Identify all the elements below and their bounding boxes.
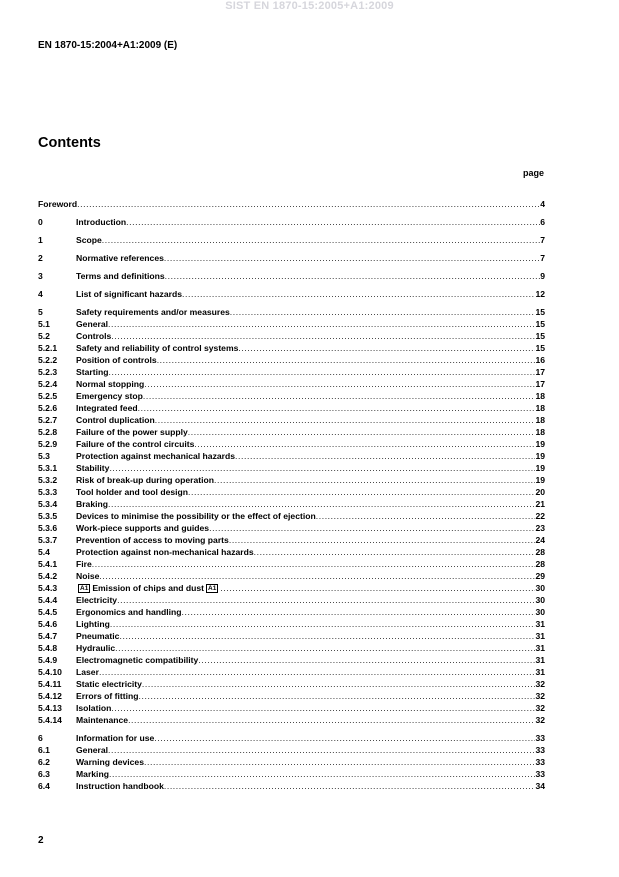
watermark: SIST EN 1870-15:2005+A1:2009 (225, 0, 394, 12)
toc-entry[interactable] (38, 486, 545, 498)
toc-entry[interactable] (38, 198, 545, 210)
toc-entry-title: Instruction handbook (76, 781, 164, 791)
toc-leader-dots (230, 306, 536, 318)
toc-leader-dots (155, 414, 536, 426)
toc-entry-page: 32 (535, 703, 545, 713)
toc-entry[interactable] (38, 450, 545, 462)
toc-entry-number: 5.3 (38, 451, 50, 461)
toc-entry[interactable] (38, 354, 545, 366)
toc-leader-dots (235, 450, 535, 462)
toc-entry-number: 5.2.5 (38, 391, 58, 401)
toc-entry[interactable] (38, 306, 545, 318)
toc-entry-title: Noise (76, 571, 100, 581)
toc-entry[interactable] (38, 690, 545, 702)
toc-entry-title: Control duplication (76, 415, 155, 425)
toc-entry-title: Safety requirements and/or measures (76, 307, 230, 317)
toc-entry-page: 31 (535, 655, 545, 665)
toc-leader-dots (254, 546, 536, 558)
toc-entry-title: Hydraulic (76, 643, 116, 653)
toc-entry[interactable] (38, 756, 545, 768)
toc-entry-page: 33 (535, 745, 545, 755)
toc-entry-number: 5.4.9 (38, 655, 58, 665)
toc-entry-number: 5.4.13 (38, 703, 62, 713)
toc-entry-number: 5.4.12 (38, 691, 62, 701)
toc-entry-title: Isolation (76, 703, 112, 713)
toc-leader-dots (164, 780, 536, 792)
toc-entry-title: Errors of fitting (76, 691, 139, 701)
toc-leader-dots (110, 618, 536, 630)
toc-entry[interactable] (38, 288, 545, 300)
toc-entry-title: Emergency stop (76, 391, 143, 401)
toc-leader-dots (92, 558, 536, 570)
table-of-contents (38, 198, 545, 792)
toc-entry-page: 18 (535, 415, 545, 425)
toc-leader-dots (126, 216, 540, 228)
toc-entry[interactable] (38, 366, 545, 378)
toc-entry-title: Normative references (76, 253, 164, 263)
toc-entry-page: 31 (535, 619, 545, 629)
toc-leader-dots (109, 768, 535, 780)
toc-entry[interactable] (38, 252, 545, 264)
toc-entry-page: 33 (535, 769, 545, 779)
toc-entry-number: 4 (38, 289, 43, 299)
toc-entry-page: 7 (540, 235, 545, 245)
toc-entry[interactable] (38, 474, 545, 486)
toc-entry[interactable] (38, 234, 545, 246)
footer-page-number: 2 (38, 835, 44, 846)
toc-entry-number: 5.2.3 (38, 367, 58, 377)
toc-entry[interactable] (38, 522, 545, 534)
toc-leader-dots (142, 678, 536, 690)
toc-entry-number: 5.1 (38, 319, 50, 329)
toc-leader-dots (165, 270, 541, 282)
toc-entry[interactable] (38, 594, 545, 606)
toc-entry-title: Scope (76, 235, 102, 245)
toc-entry-title: Information for use (76, 733, 155, 743)
toc-entry-number: 5.2.6 (38, 403, 58, 413)
toc-leader-dots (77, 198, 540, 210)
toc-entry-page: 30 (535, 607, 545, 617)
toc-entry-page: 15 (535, 331, 545, 341)
toc-entry-title: Electromagnetic compatibility (76, 655, 199, 665)
toc-entry-number: 5.2.1 (38, 343, 58, 353)
toc-entry[interactable] (38, 582, 545, 594)
toc-leader-dots (198, 654, 535, 666)
toc-entry-title: Lighting (76, 619, 110, 629)
toc-entry-page: 32 (535, 691, 545, 701)
toc-entry-title: Controls (76, 331, 112, 341)
toc-entry-number: 6.2 (38, 757, 50, 767)
toc-entry-page: 28 (535, 559, 545, 569)
toc-entry-title: Devices to minimise the possibility or the effect of ejection (76, 511, 316, 521)
toc-entry-number: 5.4 (38, 547, 50, 557)
toc-entry-title: List of significant hazards (76, 289, 183, 299)
toc-entry-number: 5.2.9 (38, 439, 58, 449)
toc-leader-dots (99, 666, 536, 678)
toc-entry-number: 5.4.14 (38, 715, 62, 725)
toc-entry-page: 16 (535, 355, 545, 365)
toc-leader-dots (182, 288, 535, 300)
toc-leader-dots (115, 642, 535, 654)
toc-entry[interactable] (38, 534, 545, 546)
toc-entry-number: 5.4.8 (38, 643, 58, 653)
toc-entry-page: 18 (535, 403, 545, 413)
toc-entry-number: 5.2.2 (38, 355, 58, 365)
toc-entry[interactable] (38, 318, 545, 330)
toc-entry-page: 21 (535, 499, 545, 509)
toc-entry-page: 28 (535, 547, 545, 557)
toc-leader-dots (99, 570, 535, 582)
toc-entry-title: Electricity (76, 595, 118, 605)
toc-entry-page: 15 (535, 319, 545, 329)
toc-entry-page: 17 (535, 379, 545, 389)
toc-entry-page: 7 (540, 253, 545, 263)
toc-entry[interactable] (38, 654, 545, 666)
toc-entry[interactable] (38, 666, 545, 678)
toc-entry-title: Terms and definitions (76, 271, 165, 281)
toc-entry-title: Tool holder and tool design (76, 487, 189, 497)
toc-leader-dots (316, 510, 536, 522)
toc-entry-title: Introduction (76, 217, 127, 227)
toc-entry-title: Ergonomics and handling (76, 607, 182, 617)
toc-leader-dots (119, 630, 535, 642)
toc-entry-number: 5.3.5 (38, 511, 58, 521)
toc-entry-page: 19 (535, 439, 545, 449)
toc-entry-title: Foreword (38, 199, 78, 209)
toc-entry-number: 5.3.3 (38, 487, 58, 497)
toc-entry-number: 5.4.1 (38, 559, 58, 569)
toc-entry-title: Work-piece supports and guides (76, 523, 210, 533)
toc-leader-dots (128, 714, 535, 726)
toc-entry[interactable] (38, 606, 545, 618)
toc-leader-dots (157, 354, 536, 366)
toc-entry-page: 34 (535, 781, 545, 791)
toc-entry-number: 6.4 (38, 781, 50, 791)
document-id: EN 1870-15:2004+A1:2009 (E) (38, 40, 178, 51)
toc-entry-title: General (76, 319, 109, 329)
toc-entry-number: 1 (38, 235, 43, 245)
toc-entry-page: 23 (535, 523, 545, 533)
toc-leader-dots (117, 594, 535, 606)
toc-entry-page: 31 (535, 667, 545, 677)
toc-entry-title: Normal stopping (76, 379, 145, 389)
toc-entry-page: 33 (535, 757, 545, 767)
toc-entry-page: 32 (535, 715, 545, 725)
toc-leader-dots (102, 234, 540, 246)
toc-entry[interactable] (38, 270, 545, 282)
toc-leader-dots (108, 498, 535, 510)
toc-leader-dots (229, 534, 536, 546)
toc-entry[interactable] (38, 390, 545, 402)
toc-leader-dots (209, 522, 535, 534)
toc-entry-number: 5 (38, 307, 43, 317)
toc-entry[interactable] (38, 630, 545, 642)
toc-leader-dots (238, 342, 535, 354)
toc-leader-dots (182, 606, 536, 618)
amendment-start-marker: A1 (80, 585, 89, 592)
toc-leader-dots (139, 690, 536, 702)
toc-leader-dots (188, 426, 536, 438)
toc-entry-page: 19 (535, 463, 545, 473)
toc-entry-title: Pneumatic (76, 631, 120, 641)
toc-entry-title: Marking (76, 769, 109, 779)
toc-entry-title: General (76, 745, 109, 755)
toc-entry-number: 6.1 (38, 745, 50, 755)
toc-entry-number: 0 (38, 217, 43, 227)
toc-entry-title: Failure of the control circuits (76, 439, 195, 449)
toc-leader-dots (144, 378, 535, 390)
toc-entry[interactable] (38, 510, 545, 522)
toc-entry[interactable] (38, 414, 545, 426)
toc-entry[interactable] (38, 678, 545, 690)
toc-entry-page: 32 (535, 679, 545, 689)
toc-entry[interactable] (38, 426, 545, 438)
toc-entry-title: Stability (76, 463, 110, 473)
toc-leader-dots (144, 756, 535, 768)
amendment-end-marker: A1 (208, 585, 217, 592)
toc-leader-dots (108, 318, 535, 330)
toc-entry-title: Integrated feed (76, 403, 138, 413)
toc-entry-number: 6.3 (38, 769, 50, 779)
toc-leader-dots (143, 390, 536, 402)
toc-entry-page: 19 (535, 451, 545, 461)
toc-entry-title: Maintenance (76, 715, 129, 725)
toc-entry-title: Position of controls (76, 355, 157, 365)
page-column-label: page (522, 168, 544, 178)
toc-entry[interactable] (38, 744, 545, 756)
toc-entry[interactable] (38, 216, 545, 228)
toc-entry-page: 29 (535, 571, 545, 581)
toc-entry-title: Risk of break-up during operation (76, 475, 214, 485)
toc-entry-number: 6 (38, 733, 43, 743)
toc-entry-page: 31 (535, 643, 545, 653)
toc-entry[interactable] (38, 402, 545, 414)
toc-entry-title: Fire (76, 559, 92, 569)
toc-entry-number: 5.4.3 (38, 583, 58, 593)
toc-entry[interactable] (38, 570, 545, 582)
toc-entry-page: 15 (535, 307, 545, 317)
toc-entry[interactable] (38, 642, 545, 654)
toc-entry-page: 31 (535, 631, 545, 641)
toc-entry-page: 17 (535, 367, 545, 377)
toc-leader-dots (194, 438, 535, 450)
toc-leader-dots (108, 366, 535, 378)
toc-entry-title: Laser (76, 667, 99, 677)
toc-leader-dots (164, 252, 540, 264)
toc-entry-title: Braking (76, 499, 108, 509)
toc-entry[interactable] (38, 732, 545, 744)
toc-entry-number: 5.4.4 (38, 595, 58, 605)
toc-entry-page: 12 (535, 289, 545, 299)
toc-entry-page: 6 (540, 217, 545, 227)
toc-entry-number: 5.2.7 (38, 415, 58, 425)
toc-entry-number: 5.4.7 (38, 631, 58, 641)
toc-leader-dots (154, 732, 535, 744)
toc-leader-dots (138, 402, 536, 414)
toc-entry-page: 30 (535, 595, 545, 605)
toc-entry-number: 5.2.4 (38, 379, 58, 389)
toc-leader-dots (188, 486, 535, 498)
toc-entry-page: 30 (535, 583, 545, 593)
toc-leader-dots (109, 462, 535, 474)
toc-entry-number: 5.4.5 (38, 607, 58, 617)
toc-entry-number: 5.3.4 (38, 499, 58, 509)
toc-entry[interactable] (38, 330, 545, 342)
toc-entry-page: 18 (535, 427, 545, 437)
toc-entry-number: 5.4.2 (38, 571, 58, 581)
toc-entry-number: 5.4.11 (38, 679, 62, 689)
toc-entry-number: 5.3.1 (38, 463, 58, 473)
toc-entry[interactable] (38, 378, 545, 390)
toc-entry[interactable] (38, 558, 545, 570)
toc-entry-title: Protection against mechanical hazards (76, 451, 236, 461)
toc-entry-number: 2 (38, 253, 43, 263)
toc-entry-number: 5.3.6 (38, 523, 58, 533)
toc-entry-title: A1 Emission of chips and dust A1 (80, 583, 217, 593)
toc-leader-dots (111, 702, 535, 714)
toc-entry-number: 5.2 (38, 331, 50, 341)
toc-entry-page: 19 (535, 475, 545, 485)
toc-entry-page: 15 (535, 343, 545, 353)
toc-entry-page: 22 (535, 511, 545, 521)
toc-entry-page: 9 (540, 271, 545, 281)
toc-entry[interactable] (38, 546, 545, 558)
toc-entry-title: Starting (76, 367, 109, 377)
toc-entry-page: 24 (535, 535, 545, 545)
toc-entry[interactable] (38, 462, 545, 474)
toc-leader-dots (220, 582, 535, 594)
page-title: Contents (38, 135, 101, 151)
toc-leader-dots (111, 330, 535, 342)
toc-entry[interactable] (38, 702, 545, 714)
toc-entry[interactable] (38, 780, 545, 792)
toc-entry-title: Failure of the power supply (76, 427, 188, 437)
toc-entry-page: 18 (535, 391, 545, 401)
toc-entry-title: Prevention of access to moving parts (76, 535, 229, 545)
toc-entry-number: 5.4.6 (38, 619, 58, 629)
toc-entry-title: Warning devices (76, 757, 144, 767)
toc-entry-number: 3 (38, 271, 43, 281)
toc-entry-title: Safety and reliability of control systems (76, 343, 239, 353)
toc-entry[interactable] (38, 768, 545, 780)
toc-entry[interactable] (38, 714, 545, 726)
toc-entry[interactable] (38, 342, 545, 354)
toc-entry-page: 4 (540, 199, 545, 209)
toc-entry[interactable] (38, 438, 545, 450)
toc-entry[interactable] (38, 498, 545, 510)
toc-leader-dots (108, 744, 535, 756)
toc-entry-number: 5.3.7 (38, 535, 58, 545)
toc-entry-page: 20 (535, 487, 545, 497)
toc-entry-number: 5.3.2 (38, 475, 58, 485)
toc-entry-title: Static electricity (76, 679, 142, 689)
toc-entry[interactable] (38, 618, 545, 630)
toc-entry-number: 5.4.10 (38, 667, 62, 677)
toc-leader-dots (214, 474, 535, 486)
toc-entry-title: Protection against non-mechanical hazards (76, 547, 254, 557)
toc-entry-page: 33 (535, 733, 545, 743)
toc-entry-number: 5.2.8 (38, 427, 58, 437)
